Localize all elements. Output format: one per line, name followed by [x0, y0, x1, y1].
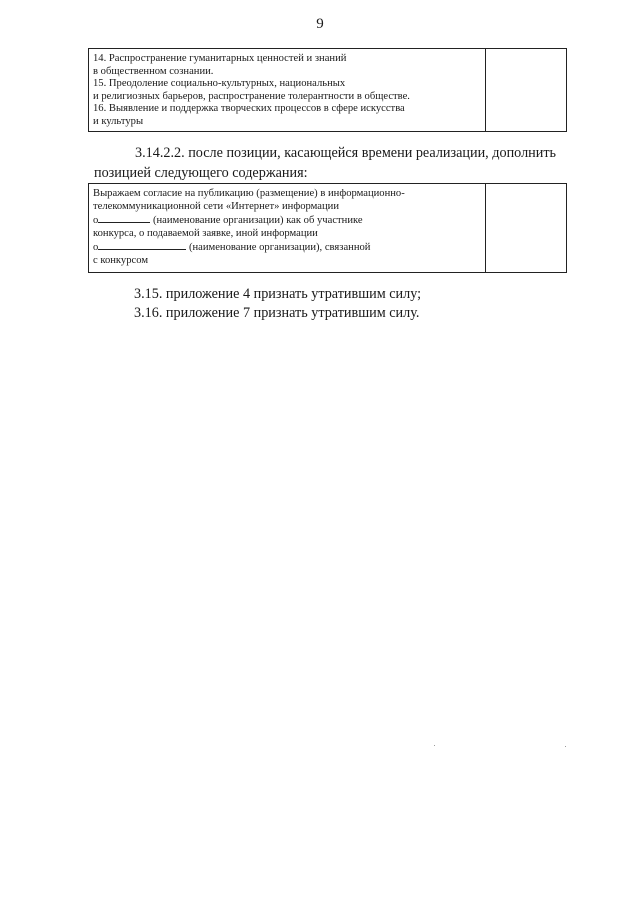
consent-line-5	[93, 240, 481, 255]
goals-line-5: 16. Выявление и поддержка творческих процессов в сфере искусства	[93, 103, 405, 115]
goals-line-4: и религиозных барьеров, распространение толерантности в обществе.	[93, 90, 410, 102]
consent-line-2: телекоммуникационной сети «Интернет» информации	[93, 200, 339, 212]
consent-line-5-prefix: о	[93, 242, 99, 254]
item-3-15: 3.15. приложение 4 признать утратившим силу;	[134, 286, 422, 302]
intro-paragraph-line-2: позицией следующего содержания:	[94, 165, 308, 181]
consent-table	[88, 183, 567, 273]
consent-line-1: Выражаем согласие на публикацию (размещение) в информационно-	[93, 188, 405, 199]
consent-line-3	[93, 213, 481, 228]
scan-speck	[565, 746, 566, 747]
item-3-16: 3.16. приложение 7 признать утратившим силу.	[134, 305, 420, 321]
goals-line-6: и культуры	[93, 115, 144, 127]
goals-line-2: в общественном сознании.	[93, 65, 214, 77]
consent-line-5-suffix: (наименование организации), связанной	[186, 242, 371, 254]
goals-table-text-cell	[89, 49, 486, 131]
scan-speck	[434, 745, 435, 746]
consent-line-4: конкурса, о подаваемой заявке, иной информации	[93, 227, 318, 239]
consent-table-empty-cell	[486, 184, 566, 272]
goals-table-empty-cell	[486, 49, 566, 131]
blank-underline	[98, 213, 150, 223]
consent-line-3-suffix: (наименование организации) как об участнике	[150, 215, 363, 227]
intro-paragraph-line-1: 3.14.2.2. после позиции, касающейся времени реализации, дополнить	[135, 145, 557, 161]
page-number: 9	[316, 16, 324, 32]
goals-line-1: 14. Распространение гуманитарных ценностей и знаний	[93, 53, 347, 64]
consent-line-3-prefix: о	[93, 215, 99, 227]
consent-line-6: с конкурсом	[93, 254, 149, 266]
goals-line-3: 15. Преодоление социально-культурных, национальных	[93, 78, 346, 90]
blank-underline	[98, 240, 186, 250]
goals-table	[88, 48, 567, 132]
consent-table-text-cell	[89, 184, 486, 272]
